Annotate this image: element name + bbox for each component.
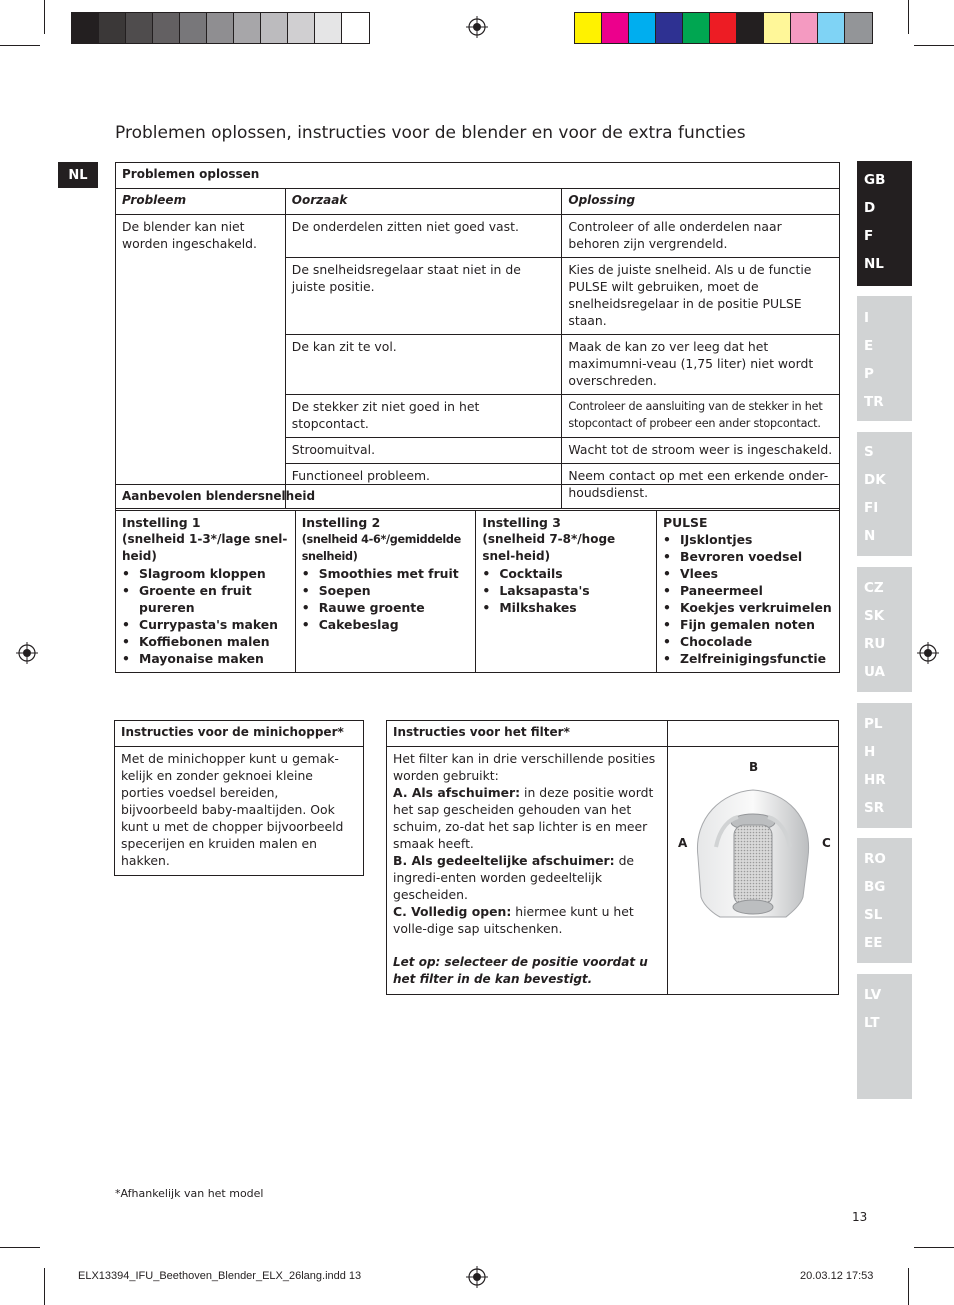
language-nav-item[interactable]: F — [864, 228, 874, 244]
page-title: Problemen oplossen, instructies voor de blender en voor de extra functies — [115, 123, 746, 143]
figure-label-b: B — [749, 760, 759, 774]
color-swatch — [342, 13, 369, 43]
cause-cell: De onderdelen zitten niet goed vast. — [285, 215, 562, 258]
language-nav-item[interactable]: GB — [864, 172, 886, 188]
language-nav-item[interactable]: CZ — [864, 580, 884, 596]
language-nav-group — [857, 703, 912, 828]
speed-list — [122, 565, 289, 667]
crop-mark — [0, 1247, 40, 1248]
column-header-cause: Oorzaak — [285, 189, 562, 215]
language-nav-item[interactable]: LV — [864, 987, 882, 1003]
language-tag: NL — [58, 162, 98, 188]
list-item: • Paneermeel — [663, 582, 833, 599]
registration-mark-icon — [16, 642, 38, 664]
filter-text — [387, 747, 668, 995]
solution-cell: Neem contact op met een erkende onder-houdsdienst. — [562, 464, 840, 509]
color-swatch — [764, 13, 791, 43]
solution-cell: Maak de kan zo ver leeg dat het maximumni-veau (1,75 liter) niet wordt overschreden. — [562, 335, 840, 395]
color-swatch — [683, 13, 710, 43]
language-nav-item[interactable]: TR — [864, 394, 884, 410]
language-nav-item[interactable]: SR — [864, 800, 885, 816]
language-nav-group — [857, 161, 912, 286]
language-nav-item[interactable]: RO — [864, 851, 886, 867]
speed-list — [663, 531, 833, 667]
crop-mark — [914, 45, 954, 46]
list-item: • Cocktails — [482, 565, 650, 582]
list-item: • Currypasta's maken — [122, 616, 289, 633]
list-item: • Soepen — [302, 582, 470, 599]
option-label: A. Als afschuimer: — [393, 785, 521, 800]
solution-cell: Controleer of alle onderdelen naar behoren zijn vergrendeld. — [562, 215, 840, 258]
language-nav-item[interactable]: H — [864, 744, 876, 760]
language-nav-item[interactable]: PL — [864, 716, 883, 732]
registration-mark-icon — [466, 1266, 488, 1288]
page-number: 13 — [852, 1210, 868, 1224]
speed-list — [482, 565, 650, 616]
table-row — [116, 215, 840, 258]
language-nav-item[interactable]: NL — [864, 256, 884, 272]
language-nav-item[interactable]: SL — [864, 907, 883, 923]
list-item: • Slagroom kloppen — [122, 565, 289, 582]
list-item: • Chocolade — [663, 633, 833, 650]
empty-header-cell — [668, 721, 839, 747]
option-text: in deze positie wordt het sap gescheiden gehouden van het schuim, zo-dat het sap lichter is en meer smaak heeft. — [393, 785, 654, 851]
speed-column — [295, 511, 476, 673]
language-nav-item[interactable]: EE — [864, 935, 883, 951]
speed-title: PULSE — [663, 515, 708, 530]
crop-mark — [0, 45, 40, 46]
cause-cell: De kan zit te vol. — [285, 335, 562, 395]
crop-mark — [908, 1268, 909, 1305]
language-nav-group — [857, 296, 912, 421]
list-item: • Milkshakes — [482, 599, 650, 616]
color-swatch — [602, 13, 629, 43]
language-nav-group — [857, 567, 912, 692]
color-swatch — [629, 13, 656, 43]
registration-mark-icon — [917, 642, 939, 664]
table-heading: Aanbevolen blendersnelheid — [116, 485, 840, 511]
troubleshooting-table — [115, 162, 840, 509]
figure-label-a: A — [678, 836, 688, 850]
minichopper-text: Met de minichopper kunt u gemak-kelijk en zonder geknoei kleine porties voedsel bereiden, bijvoorbeeld baby-maaltijden. Ook kunt u met de chopper bijvoorbeeld specerijen en kruiden malen en hakken. — [115, 747, 364, 876]
column-header-problem: Probleem — [116, 189, 286, 215]
solution-cell: Kies de juiste snelheid. Als u de functie PULSE wilt gebruiken, moet de snelheidsregelaar in de positie PULSE staan. — [562, 258, 840, 335]
cause-cell: Stroomuitval. — [285, 438, 562, 464]
blender-speed-table — [115, 484, 840, 673]
table-heading: Instructies voor het filter* — [387, 721, 668, 747]
color-swatch — [845, 13, 872, 43]
language-nav-item[interactable]: LT — [864, 1015, 880, 1031]
color-swatch — [99, 13, 126, 43]
option-label: C. Volledig open: — [393, 904, 512, 919]
crop-mark — [908, 0, 909, 34]
table-heading: Instructies voor de minichopper* — [115, 721, 364, 747]
language-nav-item[interactable]: N — [864, 528, 876, 544]
list-item: • Groente en fruit pureren — [122, 582, 289, 616]
list-item: • IJsklontjes — [663, 531, 833, 548]
list-item: • Koffiebonen malen — [122, 633, 289, 650]
language-nav-item[interactable]: D — [864, 200, 876, 216]
list-item: • Zelfreinigingsfunctie — [663, 650, 833, 667]
color-bar — [574, 12, 873, 44]
color-swatch — [315, 13, 342, 43]
filter-intro: Het filter kan in drie verschillende posities worden gebruikt: — [393, 751, 656, 783]
cause-cell: Functioneel probleem. — [285, 464, 562, 509]
figure-label-c: C — [822, 836, 831, 850]
filter-figure — [668, 747, 839, 995]
solution-cell: Wacht tot de stroom weer is ingeschakeld. — [562, 438, 840, 464]
list-item: • Fijn gemalen noten — [663, 616, 833, 633]
filter-option-c — [393, 903, 661, 937]
color-swatch — [72, 13, 99, 43]
language-nav-item[interactable]: UA — [864, 664, 885, 680]
list-item: • Smoothies met fruit — [302, 565, 470, 582]
color-swatch — [818, 13, 845, 43]
list-item: • Laksapasta's — [482, 582, 650, 599]
language-nav-item[interactable]: HR — [864, 772, 886, 788]
color-swatch — [153, 13, 180, 43]
color-swatch — [791, 13, 818, 43]
column-header-solution: Oplossing — [562, 189, 840, 215]
color-swatch — [261, 13, 288, 43]
language-nav-item[interactable]: E — [864, 338, 874, 354]
list-item: • Koekjes verkruimelen — [663, 599, 833, 616]
list-item: • Mayonaise maken — [122, 650, 289, 667]
slug-date: 20.03.12 17:53 — [800, 1270, 874, 1282]
option-text: de ingredi-enten worden gedeeltelijk gescheiden. — [393, 853, 635, 902]
speed-title: Instelling 3 — [482, 515, 561, 530]
language-nav-item[interactable]: P — [864, 366, 874, 382]
language-nav-item[interactable]: DK — [864, 472, 886, 488]
filter-option-a — [393, 784, 661, 852]
language-nav-item[interactable]: SK — [864, 608, 885, 624]
color-swatch — [126, 13, 153, 43]
speed-column — [476, 511, 657, 673]
speed-title: Instelling 2 — [301, 515, 381, 530]
color-swatch — [180, 13, 207, 43]
speed-subtitle: (snelheid 7-8*/hoge snel-heid) — [482, 532, 616, 563]
cause-cell: De snelheidsregelaar staat niet in de juiste positie. — [285, 258, 562, 335]
speed-subtitle: (snelheid 4-6*/gemiddelde snelheid) — [301, 533, 461, 563]
list-item: • Bevroren voedsel — [663, 548, 833, 565]
grayscale-bar — [71, 12, 370, 44]
problem-cell: De blender kan niet worden ingeschakeld. — [116, 215, 286, 509]
speed-list — [302, 565, 470, 633]
color-swatch — [234, 13, 261, 43]
speed-column — [116, 511, 296, 673]
speed-column — [657, 511, 840, 673]
minichopper-table — [114, 720, 364, 876]
color-swatch — [710, 13, 737, 43]
language-nav-group — [857, 974, 912, 1099]
list-item: • Cakebeslag — [302, 616, 470, 633]
language-nav-item[interactable]: BG — [864, 879, 886, 895]
language-nav-item[interactable]: I — [864, 310, 870, 326]
speed-subtitle: (snelheid 1-3*/lage snel-heid) — [122, 532, 288, 563]
crop-mark — [914, 1247, 954, 1248]
color-swatch — [207, 13, 234, 43]
color-swatch — [575, 13, 602, 43]
color-swatch — [656, 13, 683, 43]
option-text: hiermee kunt u het volle-dige sap uitschenken. — [393, 904, 634, 936]
list-item: • Rauwe groente — [302, 599, 470, 616]
language-nav-group — [857, 432, 912, 556]
speed-title: Instelling 1 — [122, 515, 201, 530]
color-swatch — [737, 13, 764, 43]
list-item: • Vlees — [663, 565, 833, 582]
language-nav-item[interactable]: RU — [864, 636, 886, 652]
language-nav-group — [857, 838, 912, 963]
solution-cell: Controleer de aansluiting van de stekker in het stopcontact of probeer een ander stopcontact. — [562, 395, 840, 438]
filter-note: Let op: selecteer de positie voordat u het filter in de kan bevestigt. — [393, 955, 648, 986]
option-label: B. Als gedeeltelijke afschuimer: — [393, 853, 615, 868]
table-heading: Problemen oplossen — [116, 163, 840, 189]
language-nav-item[interactable]: S — [864, 444, 874, 460]
color-swatch — [288, 13, 315, 43]
filter-illustration — [668, 747, 838, 961]
crop-mark — [44, 0, 45, 34]
slug-file: ELX13394_IFU_Beethoven_Blender_ELX_26lang.indd 13 — [78, 1270, 362, 1282]
registration-mark-icon — [466, 16, 488, 38]
footnote: *Afhankelijk van het model — [115, 1187, 264, 1200]
filter-table — [386, 720, 839, 995]
language-nav-item[interactable]: FI — [864, 500, 879, 516]
crop-mark — [44, 1268, 45, 1305]
cause-cell: De stekker zit niet goed in het stopcontact. — [285, 395, 562, 438]
filter-option-b — [393, 852, 661, 903]
